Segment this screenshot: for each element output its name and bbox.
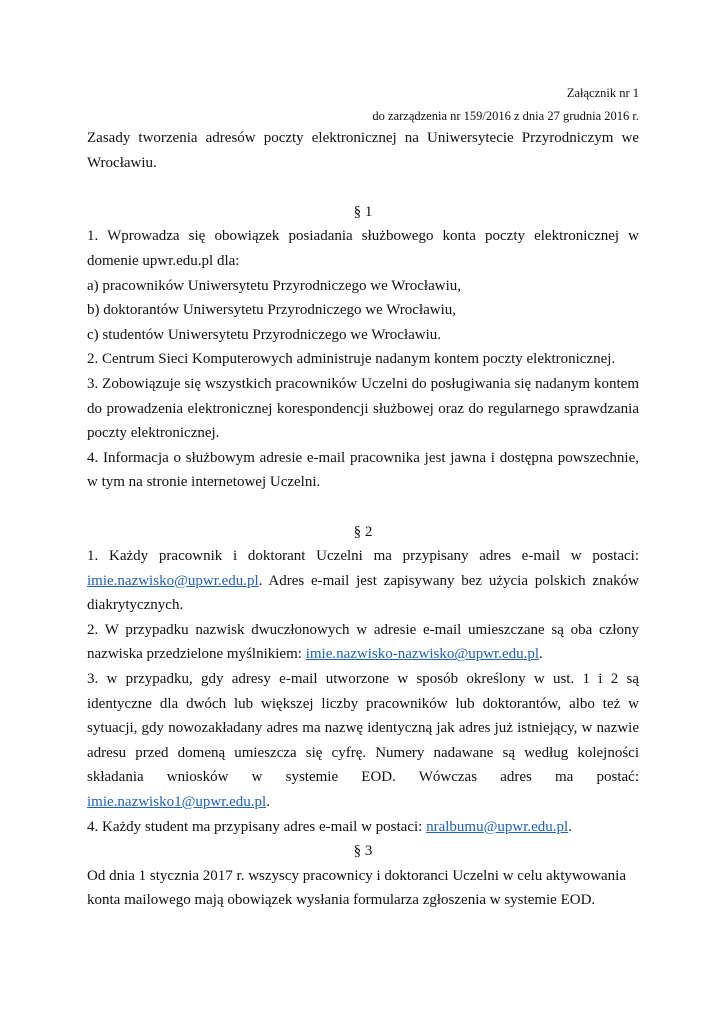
section-2-paragraph-3 bbox=[87, 667, 639, 815]
section-1-paragraph-1: 1. Wprowadza się obowiązek posiadania służbowego konta poczty elektronicznej w domenie upwr.edu.pl dla: bbox=[87, 228, 639, 269]
section-2-paragraph-2 bbox=[87, 618, 639, 667]
attachment-number: Załącznik nr 1 bbox=[566, 86, 639, 100]
section-2-p2-text: 2. W przypadku nazwisk dwuczłonowych w adresie e-mail umieszczane są oba człony nazwiska przedzielone myślnikiem: bbox=[87, 621, 639, 663]
section-2-paragraph-4 bbox=[87, 815, 639, 840]
section-1-item-a: a) pracowników Uniwersytetu Przyrodniczego we Wrocławiu, bbox=[87, 277, 461, 294]
section-3-paragraph-1: Od dnia 1 stycznia 2017 r. wszyscy pracownicy i doktoranci Uczelni w celu aktywowania konta mailowego mają obowiązek wysłania formularza zgłoszenia w systemie EOD. bbox=[87, 867, 627, 909]
section-2-heading: § 2 bbox=[353, 523, 373, 540]
section-1-paragraph-2: 2. Centrum Sieci Komputerowych administruje nadanym kontem poczty elektronicznej. bbox=[87, 351, 616, 368]
email-format-link[interactable]: imie.nazwisko@upwr.edu.pl bbox=[87, 572, 259, 589]
document-body bbox=[87, 126, 639, 913]
section-2-p2-text-after: . bbox=[539, 646, 543, 663]
ordinance-reference: do zarządzenia nr 159/2016 z dnia 27 grudnia 2016 r. bbox=[372, 109, 639, 123]
section-1-paragraph-4: 4. Informacja o służbowym adresie e-mail pracownika jest jawna i dostępna powszechnie, w tym na stronie internetowej Uczelni. bbox=[87, 449, 639, 491]
section-2-p3-text-after: . bbox=[266, 794, 270, 811]
section-2-p1-text: 1. Każdy pracownik i doktorant Uczelni ma przypisany adres e-mail w postaci: bbox=[87, 548, 639, 565]
numbered-email-link[interactable]: imie.nazwisko1@upwr.edu.pl bbox=[87, 794, 267, 811]
double-surname-email-link[interactable]: imie.nazwisko-nazwisko@upwr.edu.pl bbox=[305, 646, 540, 663]
section-2-p4-text: 4. Każdy student ma przypisany adres e-mail w postaci: bbox=[87, 818, 423, 835]
document-title: Zasady tworzenia adresów poczty elektronicznej na Uniwersytecie Przyrodniczym we Wrocławiu. bbox=[87, 130, 639, 171]
section-1-item-c: c) studentów Uniwersytetu Przyrodniczego we Wrocławiu. bbox=[87, 326, 442, 343]
section-2-p1-text-after: . Adres e-mail jest zapisywany bez użycia polskich znaków diakrytycznych. bbox=[87, 572, 639, 614]
section-2-paragraph-1 bbox=[87, 544, 639, 618]
section-2-p3-text: 3. w przypadku, gdy adresy e-mail utworzone w sposób określony w ust. 1 i 2 są identyczne dla dwóch lub większej liczby pracowników lub doktorantów, albo też w sytuacji, gdy nowozakładany adres ma nazwę identyczną jak adres już istniejący, w nazwie adresu przed domeną umieszcza się cyfrę. Numery nadawane są według kolejności składania wniosków w systemie EOD. Wówczas adres ma postać: bbox=[87, 671, 639, 786]
section-3-heading: § 3 bbox=[353, 843, 373, 860]
section-1-heading: § 1 bbox=[353, 203, 373, 220]
section-1-paragraph-3: 3. Zobowiązuje się wszystkich pracowników Uczelni do posługiwania się nadanym kontem do prowadzenia elektronicznej korespondencji służbowej oraz do regularnego sprawdzania poczty elektronicznej. bbox=[87, 375, 639, 442]
section-2-p4-text-after: . bbox=[568, 818, 572, 835]
student-email-link[interactable]: nralbumu@upwr.edu.pl bbox=[426, 818, 569, 835]
section-1-item-b: b) doktorantów Uniwersytetu Przyrodniczego we Wrocławiu, bbox=[87, 302, 457, 319]
